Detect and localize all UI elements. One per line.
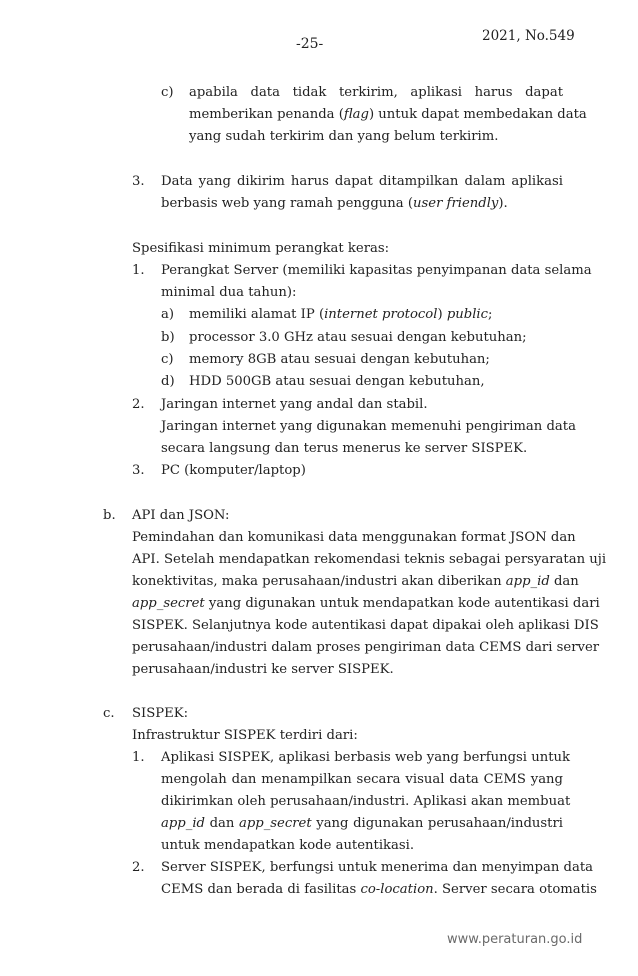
section-heading: API dan JSON: [132,508,230,523]
section-intro: Infrastruktur SISPEK terdiri dari: [132,728,358,743]
sub-line: processor 3.0 GHz atau sesuai dengan kebutuhan; [189,330,527,345]
item-line: Data yang dikirim harus dapat ditampilkan dalam aplikasi [161,174,563,189]
item-line: Jaringan internet yang andal dan stabil. [161,397,428,412]
paragraph-line: API. Setelah mendapatkan rekomendasi teknis sebagai persyaratan uji [132,552,607,567]
item-line: minimal dua tahun): [161,285,297,300]
item-label: 1. [132,263,145,278]
sub-label: d) [161,374,175,389]
italic-term: app_id [505,574,550,589]
item-line: dikirimkan oleh perusahaan/industri. Aplikasi akan membuat [161,794,571,809]
italic-term: user friendly [413,196,499,211]
item-line: secara langsung dan terus menerus ke server SISPEK. [161,441,528,456]
item-line [189,107,587,122]
item-label: 1. [132,750,145,765]
spec-heading: Spesifikasi minimum perangkat keras: [132,241,390,256]
italic-term: flag [343,107,369,122]
paragraph-line: Pemindahan dan komunikasi data menggunakan format JSON dan [132,530,576,545]
sub-line: HDD 500GB atau sesuai dengan kebutuhan, [189,374,485,389]
item-line [161,882,597,897]
italic-term: public [446,307,489,322]
sub-label: b) [161,330,175,345]
footer-url: www.peraturan.go.id [447,932,583,947]
item-label: 3. [132,174,145,189]
italic-term: co-location [360,882,434,897]
document-reference: 2021, No.549 [482,28,575,44]
italic-term: internet protocol [324,307,438,322]
paragraph-line: perusahaan/industri dalam proses pengiriman data CEMS dari server [132,640,600,655]
item-label: 2. [132,397,145,412]
italic-term: app_secret [238,816,312,831]
item-line: PC (komputer/laptop) [161,463,306,478]
item-line: apabila data tidak terkirim, aplikasi harus dapat [189,85,563,100]
italic-term: app_secret [132,596,205,611]
italic-term: app_id [161,816,205,831]
text-run: konektivitas, maka perusahaan/industri akan diberikan [132,574,506,589]
item-line: yang sudah terkirim dan yang belum terkirim. [189,129,499,144]
item-line: Server SISPEK, berfungsi untuk menerima dan menyimpan data [161,860,594,875]
item-line [161,816,563,831]
text-run: ; [488,307,493,322]
text-run: ) untuk dapat membedakan data [368,107,587,122]
paragraph-line: SISPEK. Selanjutnya kode autentikasi dapat dipakai oleh aplikasi DIS [132,618,599,633]
section-label: b. [103,508,116,523]
item-line: Perangkat Server (memiliki kapasitas penyimpanan data selama [161,263,592,278]
item-label: 3. [132,463,145,478]
text-run: berbasis web yang ramah pengguna ( [161,196,413,211]
text-run: CEMS dan berada di fasilitas [161,882,361,897]
sub-line [189,307,492,322]
text-run: dan [205,816,239,831]
section-heading: SISPEK: [132,706,189,721]
item-line: mengolah dan menampilkan secara visual data CEMS yang [161,772,563,787]
text-run: dan [549,574,579,589]
item-label: 2. [132,860,145,875]
sub-label: c) [161,352,174,367]
paragraph-line: perusahaan/industri ke server SISPEK. [132,662,394,677]
text-run: yang digunakan untuk mendapatkan kode autentikasi dari [204,596,600,611]
item-line [161,196,508,211]
text-run: . Server secara otomatis [433,882,597,897]
paragraph-line [132,596,600,611]
sub-line: memory 8GB atau sesuai dengan kebutuhan; [189,352,490,367]
text-run: ). [498,196,508,211]
sub-label: a) [161,307,175,322]
item-line: Aplikasi SISPEK, aplikasi berbasis web yang berfungsi untuk [161,750,570,765]
text-run: memberikan penanda ( [189,107,344,122]
text-run: yang digunakan perusahaan/industri [311,816,563,831]
paragraph-line [132,574,579,589]
item-label: c) [161,85,174,100]
item-line: Jaringan internet yang digunakan memenuhi pengiriman data [161,419,576,434]
section-label: c. [103,706,115,721]
text-run: memiliki alamat IP ( [189,307,325,322]
item-line: untuk mendapatkan kode autentikasi. [161,838,415,853]
page-number: -25- [296,36,324,52]
text-run: ) [437,307,447,322]
